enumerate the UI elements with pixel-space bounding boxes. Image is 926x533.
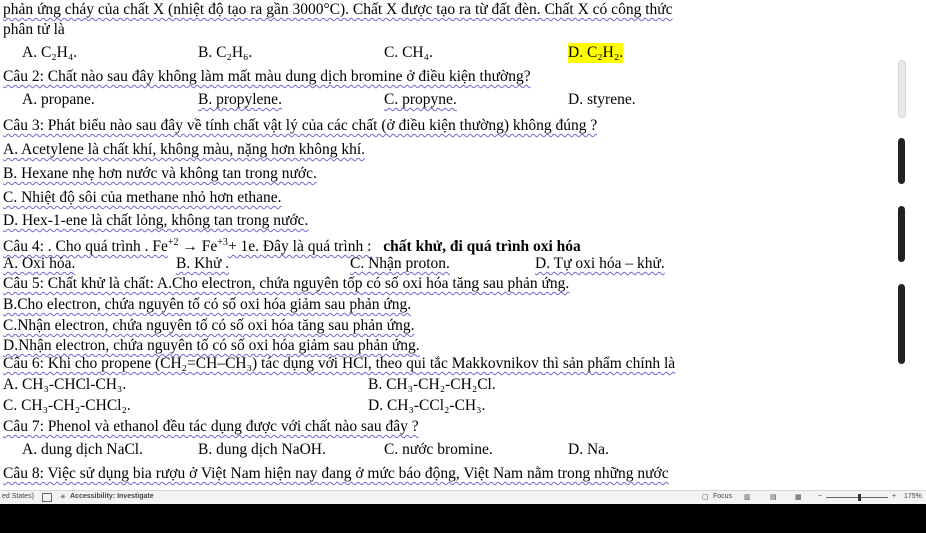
q4-text-mid: → Fe bbox=[178, 238, 218, 256]
accessibility-icon: ✳ bbox=[60, 494, 66, 501]
focus-icon: ▢ bbox=[702, 494, 709, 501]
q4-bold-text: chất khử, đi quá trình oxi hóa bbox=[383, 238, 581, 256]
q1-option-b: B. C₂H₆. bbox=[198, 44, 253, 61]
read-mode-icon[interactable]: ▥ bbox=[744, 494, 751, 501]
q2-option-c: C. propyne. bbox=[384, 91, 457, 108]
question-8: Câu 8: Việc sử dụng bia rượu ở Việt Nam hiện nay đang ở mức báo động, Việt Nam nằm trong những nước bbox=[3, 465, 669, 482]
q1-option-d-highlighted: D. C₂H₂. bbox=[568, 44, 624, 61]
q2-text: Câu 2: Chất nào sau đây không làm mất màu dung dịch bromine ở điều kiện thường? bbox=[3, 68, 531, 85]
q1-option-c: C. CH₄. bbox=[384, 44, 433, 61]
q6-option-b: B. CH₃-CH₂-CH₂Cl. bbox=[368, 376, 496, 393]
q7-option-a: A. dung dịch NaCl. bbox=[22, 441, 143, 458]
q4-option-d: D. Tự oxi hóa – khử. bbox=[535, 255, 665, 272]
print-layout-icon[interactable]: ▤ bbox=[770, 494, 777, 501]
q3-option-c: C. Nhiệt độ sôi của methane nhỏ hơn ethane. bbox=[3, 189, 282, 206]
zoom-slider-track[interactable] bbox=[826, 497, 888, 498]
q5-option-c: C.Nhận electron, chứa nguyên tố có số oxi hóa tăng sau phản ứng. bbox=[3, 317, 415, 334]
zoom-in-button[interactable]: + bbox=[892, 493, 897, 500]
question-5: Câu 5: Chất khử là chất: A.Cho electron, chứa nguyên tốp có số oxi hóa tăng sau phản ứng. bbox=[3, 275, 570, 292]
bottom-black-area bbox=[0, 504, 926, 533]
q6-option-c: C. CH₃-CH₂-CHCl₂. bbox=[3, 397, 131, 414]
zoom-out-button[interactable]: − bbox=[818, 493, 823, 500]
question-1-stem-line bbox=[3, 0, 673, 20]
q7-option-b: B. dung dịch NaOH. bbox=[198, 441, 326, 458]
q5-option-b: B.Cho electron, chứa nguyên tố có số oxi hóa giảm sau phản ứng. bbox=[3, 296, 412, 313]
q4-option-a: A. Oxi hóa. bbox=[3, 255, 76, 272]
q1-text-2: phân tử là bbox=[3, 21, 65, 38]
q1-option-a: A. C₂H₄. bbox=[22, 44, 78, 61]
question-2 bbox=[3, 67, 531, 87]
q4-sup-2: +3 bbox=[217, 237, 228, 248]
q7-option-d: D. Na. bbox=[568, 441, 609, 458]
web-layout-icon[interactable]: ▦ bbox=[795, 494, 802, 501]
question-1-stem-line-2 bbox=[3, 20, 65, 40]
q6-option-d: D. CH₃-CCl₂-CH₃. bbox=[368, 397, 486, 414]
q2-option-a: A. propane. bbox=[22, 91, 95, 108]
q4-sup-1: +2 bbox=[167, 237, 179, 248]
q1-text: phản ứng cháy của chất X (nhiệt độ tạo ra gần 3000°C). Chất X được tạo ra từ đất đèn. Chất X có công thức bbox=[3, 1, 673, 18]
q2-option-d: D. styrene. bbox=[568, 91, 636, 108]
q5-option-d: D.Nhận electron, chứa nguyên tố có số oxi hóa giảm sau phản ứng. bbox=[3, 337, 420, 354]
q3-option-d: D. Hex-1-ene là chất lỏng, không tan trong nước. bbox=[3, 212, 309, 229]
q3-option-b: B. Hexane nhẹ hơn nước và không tan trong nước. bbox=[3, 165, 317, 182]
focus-button[interactable]: Focus bbox=[713, 493, 733, 500]
q4-text-pre: Câu 4: . Cho quá trình . Fe bbox=[3, 238, 168, 256]
vertical-scroll-indicator[interactable] bbox=[894, 60, 908, 370]
question-4 bbox=[3, 233, 581, 257]
q4-option-b: B. Khử . bbox=[176, 255, 230, 272]
scroll-segment-2 bbox=[898, 138, 905, 184]
question-3 bbox=[3, 116, 597, 136]
status-bar bbox=[0, 490, 926, 504]
q6-option-a: A. CH₃-CHCl-CH₃. bbox=[3, 376, 127, 393]
scroll-segment-3 bbox=[898, 206, 905, 262]
q4-text-post: + 1e. Đây là quá trình : bbox=[227, 238, 372, 256]
accessibility-status[interactable]: Accessibility: Investigate bbox=[70, 493, 154, 500]
q7-option-c: C. nước bromine. bbox=[384, 441, 493, 458]
zoom-level[interactable]: 175% bbox=[904, 493, 922, 500]
language-status[interactable]: ed States) bbox=[2, 493, 34, 500]
zoom-slider-thumb[interactable] bbox=[858, 494, 861, 501]
q3-text: Câu 3: Phát biểu nào sau đây về tính chất vật lý của các chất (ở điều kiện thường) không đúng ? bbox=[3, 117, 598, 134]
scroll-segment-4 bbox=[898, 284, 905, 364]
q2-option-b: B. propylene. bbox=[198, 91, 282, 108]
scroll-segment-1 bbox=[898, 60, 906, 118]
q3-option-a: A. Acetylene là chất khí, không màu, nặng hơn không khí. bbox=[3, 141, 366, 158]
page-icon[interactable] bbox=[42, 493, 52, 502]
question-6: Câu 6: Khi cho propene (CH₂=CH–CH₃) tác dụng với HCl, theo qui tắc Makkovnikov thì sản phẩm chính là bbox=[3, 355, 676, 372]
q4-option-c: C. Nhận proton. bbox=[350, 255, 450, 272]
question-7: Câu 7: Phenol và ethanol đều tác dụng được với chất nào sau đây ? bbox=[3, 418, 419, 435]
